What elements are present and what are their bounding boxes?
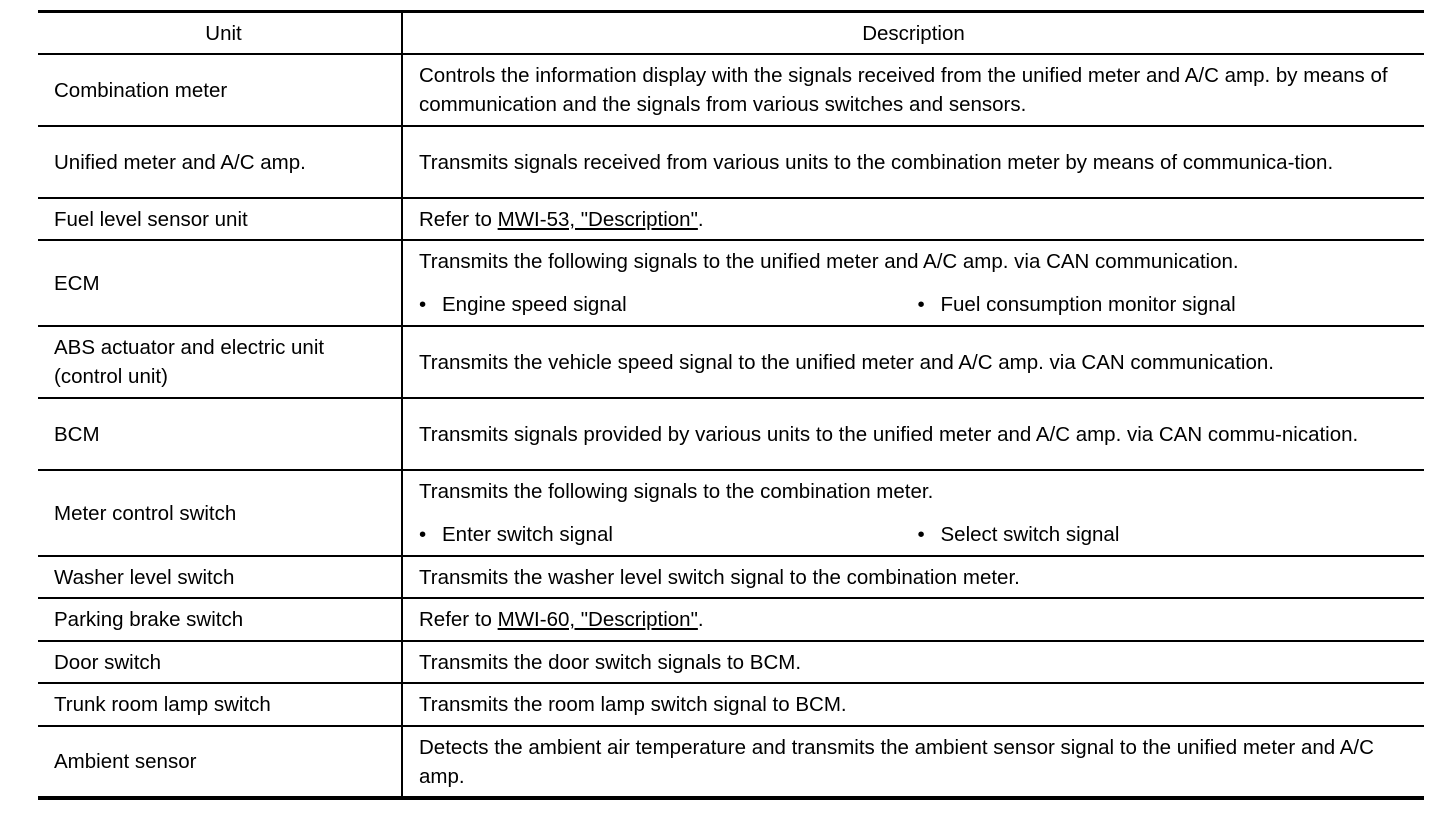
unit-cell: Unified meter and A/C amp. [38, 126, 402, 198]
description-cell [402, 598, 1424, 641]
bullet-text: Enter switch signal [442, 523, 613, 546]
bullet-icon: • [419, 293, 427, 316]
unit-cell: ABS actuator and electric unit (control unit) [38, 326, 402, 398]
description-cell [402, 240, 1424, 326]
refer-text: Refer to [419, 207, 498, 231]
bullet-text: Fuel consumption monitor signal [940, 293, 1236, 316]
description-cell: Transmits the vehicle speed signal to the unified meter and A/C amp. via CAN communication. [402, 326, 1424, 398]
reference-link[interactable]: MWI-53, "Description" [497, 207, 698, 231]
table-row [38, 326, 1424, 398]
table-row [38, 198, 1424, 240]
header-description: Description [402, 12, 1424, 55]
unit-cell: Washer level switch [38, 556, 402, 598]
description-text: Transmits the following signals to the combination meter. [419, 480, 934, 503]
description-cell: Detects the ambient air temperature and transmits the ambient sensor signal to the unified meter and A/C amp. [419, 735, 1374, 788]
bullet-icon: • [917, 523, 925, 546]
bullet-item [918, 520, 1417, 549]
bullet-icon: • [917, 293, 925, 316]
bullet-text: Engine speed signal [442, 293, 627, 316]
table-row [38, 641, 1424, 683]
table-row [38, 556, 1424, 598]
description-cell: Transmits signals received from various units to the combination meter by means of communica-tion. [402, 126, 1424, 198]
unit-description-table [38, 10, 1424, 800]
refer-suffix: . [697, 608, 704, 631]
bullet-text: Select switch signal [940, 523, 1120, 546]
unit-cell: Door switch [38, 641, 402, 683]
table-row [38, 398, 1424, 470]
unit-cell: Ambient sensor [38, 726, 402, 798]
description-cell [402, 198, 1424, 240]
bullet-item [419, 290, 918, 319]
description-cell: Transmits the washer level switch signal to the combination meter. [402, 556, 1424, 598]
bullet-item [918, 290, 1417, 319]
table-row [38, 598, 1424, 641]
unit-cell: ECM [38, 240, 402, 326]
description-cell: Transmits signals provided by various units to the unified meter and A/C amp. via CAN commu-nication. [402, 398, 1424, 470]
bullet-item [419, 520, 918, 549]
refer-suffix: . [697, 207, 704, 231]
header-row [38, 12, 1424, 55]
table-row [38, 126, 1424, 198]
description-cell: Controls the information display with the signals received from the unified meter and A/C amp. by means of communication and the signals from various switches and sensors. [402, 54, 1424, 126]
unit-cell: Meter control switch [38, 470, 402, 556]
header-unit: Unit [38, 12, 402, 55]
description-text: Transmits the following signals to the unified meter and A/C amp. via CAN communication. [419, 250, 1239, 273]
description-cell: Transmits the room lamp switch signal to BCM. [402, 683, 1424, 726]
unit-cell: Fuel level sensor unit [38, 198, 402, 240]
table-row [38, 726, 1424, 798]
reference-link[interactable]: MWI-60, "Description" [497, 608, 698, 631]
bullet-list [419, 290, 1416, 319]
unit-cell: BCM [38, 398, 402, 470]
table-row [38, 54, 1424, 126]
unit-cell: Trunk room lamp switch [38, 683, 402, 726]
table-row [38, 470, 1424, 556]
bullet-icon: • [419, 523, 427, 546]
bullet-list [419, 520, 1416, 549]
refer-text: Refer to [419, 608, 498, 631]
description-cell: Transmits the door switch signals to BCM. [402, 641, 1424, 683]
table-row [38, 683, 1424, 726]
description-cell [402, 470, 1424, 556]
table-row [38, 240, 1424, 326]
unit-cell: Combination meter [38, 54, 402, 126]
unit-cell: Parking brake switch [38, 598, 402, 641]
